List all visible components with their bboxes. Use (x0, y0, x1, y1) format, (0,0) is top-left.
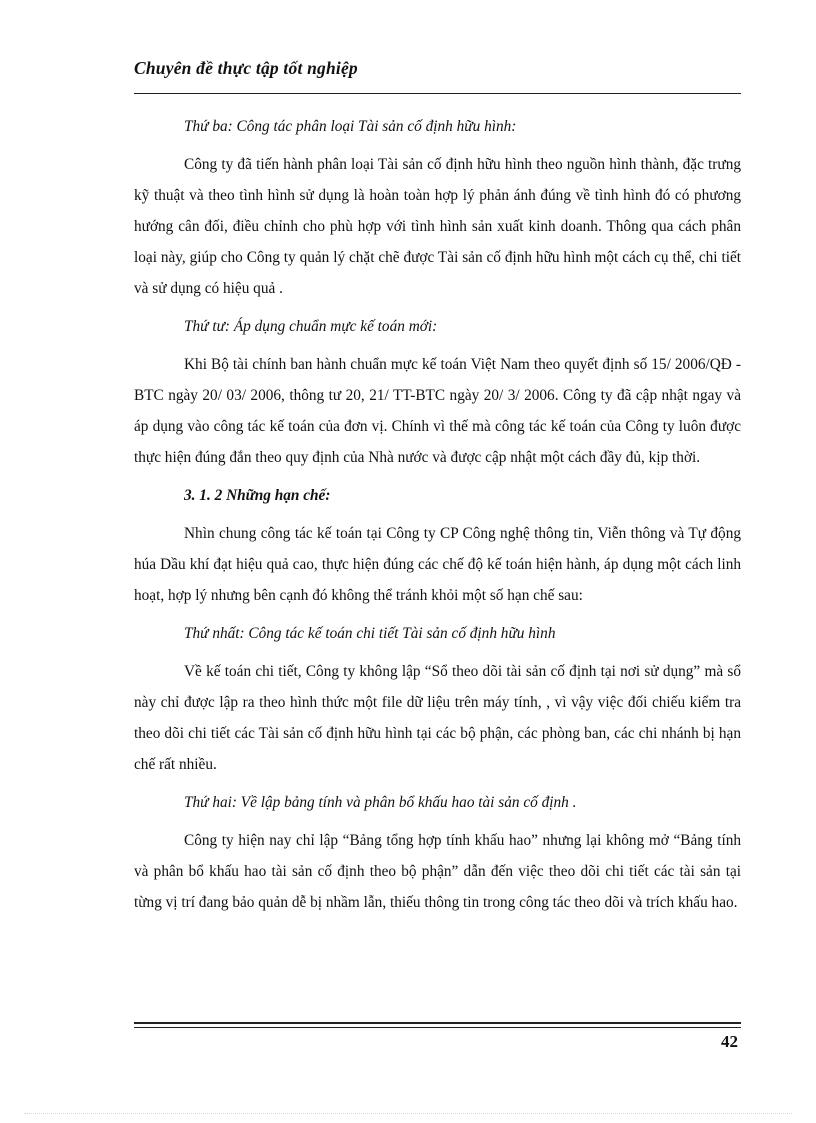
section-heading-limitations: 3. 1. 2 Những hạn chế: (184, 487, 331, 504)
document-body (134, 104, 741, 918)
section-heading-first: Thứ nhất: Công tác kế toán chi tiết Tài sản cố định hữu hình (184, 625, 556, 642)
section-heading-third: Thứ ba: Công tác phân loại Tài sản cố định hữu hình: (184, 118, 517, 135)
footer-divider (134, 1022, 741, 1028)
page-header-title: Chuyên đề thực tập tốt nghiệp (134, 58, 358, 78)
section-heading-second: Thứ hai: Về lập bảng tính và phân bổ khấu hao tài sản cố định . (184, 794, 577, 811)
paragraph-limitations-overview: Nhìn chung công tác kế toán tại Công ty CP Công nghệ thông tin, Viễn thông và Tự động húa Dầu khí đạt hiệu quả cao, thực hiện đúng các chế độ kế toán hiện hành, áp dụng một cách linh hoạt, hợp lý nhưng bên cạnh đó không thể tránh khỏi một số hạn chế sau: (134, 525, 741, 604)
page-number: 42 (721, 1032, 738, 1051)
section-heading-fourth: Thứ tư: Áp dụng chuẩn mực kế toán mới: (184, 318, 438, 335)
paragraph-detail-accounting: Về kế toán chi tiết, Công ty không lập “Sổ theo dõi tài sản cố định tại nơi sử dụng” mà sổ này chỉ được lập ra theo hình thức một file dữ liệu trên máy tính, , vì vậy việc đối chiếu kiểm tra theo dõi chi tiết các Tài sản cố định hữu hình tại các bộ phận, các phòng ban, các chi nhánh bị hạn chế rất nhiều. (134, 663, 741, 773)
paragraph-depreciation: Công ty hiện nay chỉ lập “Bảng tổng hợp tính khấu hao” nhưng lại không mở “Bảng tính và phân bổ khấu hao tài sản cố định theo bộ phận” dẫn đến việc theo dõi chi tiết các tài sản tại từng vị trí đang bảo quản dễ bị nhầm lẫn, thiếu thông tin trong công tác theo dõi và trích khấu hao. (134, 832, 741, 911)
paragraph-classification: Công ty đã tiến hành phân loại Tài sản cố định hữu hình theo nguồn hình thành, đặc trưng kỹ thuật và theo tình hình sử dụng là hoàn toàn hợp lý phản ánh đúng về tình hình đó có phương hướng cân đối, điều chỉnh cho phù hợp với tình hình sản xuất kinh doanh. Thông qua cách phân loại này, giúp cho Công ty quản lý chặt chẽ được Tài sản cố định hữu hình một cách cụ thể, chi tiết và sử dụng có hiệu quả . (134, 156, 741, 297)
header-divider (134, 93, 741, 94)
page-edge-divider (24, 1113, 792, 1114)
paragraph-accounting-standards: Khi Bộ tài chính ban hành chuẩn mực kế toán Việt Nam theo quyết định số 15/ 2006/QĐ - BTC ngày 20/ 03/ 2006, thông tư 20, 21/ TT-BTC ngày 20/ 3/ 2006. Công ty đã cập nhật ngay và áp dụng vào công tác kế toán của đơn vị. Chính vì thế mà công tác kế toán của Công ty luôn được thực hiện đúng đắn theo quy định của Nhà nước và được cập nhật một cách đầy đủ, kịp thời. (134, 356, 741, 466)
